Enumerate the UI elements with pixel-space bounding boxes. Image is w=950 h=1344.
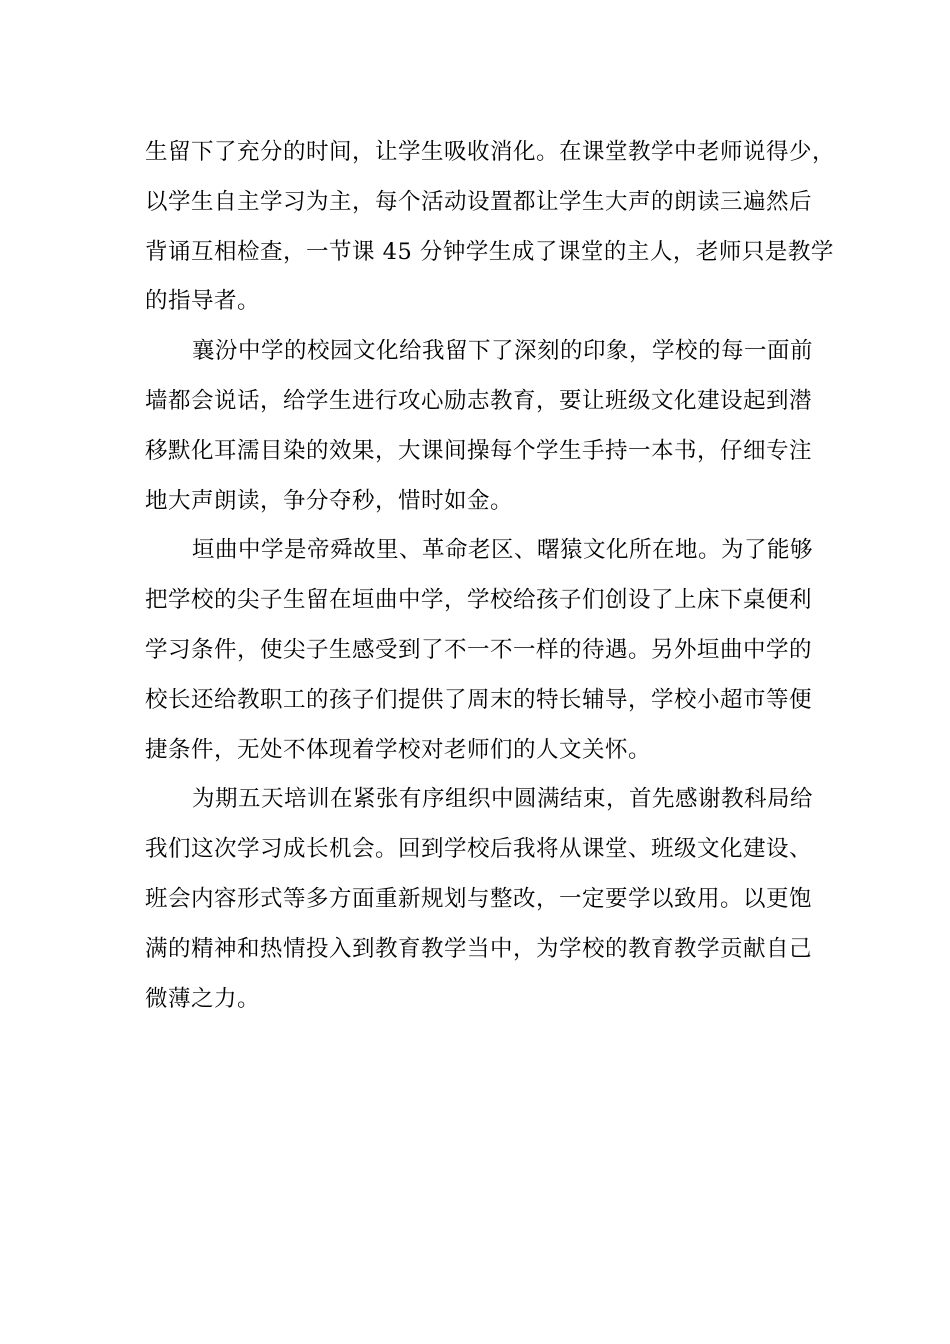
text-line: 移默化耳濡目染的效果，大课间操每个学生手持一本书，仔细专注 bbox=[145, 437, 813, 464]
text-line: 的指导者。 bbox=[145, 288, 261, 315]
text-line: 以学生自主学习为主，每个活动设置都让学生大声的朗读三遍然后 bbox=[145, 188, 813, 215]
paragraph-first-line: 襄汾中学的校园文化给我留下了深刻的印象，学校的每一面前 bbox=[192, 338, 814, 365]
text-line: 班会内容形式等多方面重新规划与整改，一定要学以致用。以更饱 bbox=[145, 885, 813, 912]
text-line: 地大声朗读，争分夺秒，惜时如金。 bbox=[145, 487, 514, 514]
paragraph-first-line: 垣曲中学是帝舜故里、革命老区、曙猿文化所在地。为了能够 bbox=[192, 537, 814, 564]
text-line: 微薄之力。 bbox=[145, 985, 261, 1012]
text-line: 生留下了充分的时间，让学生吸收消化。在课堂教学中老师说得少， bbox=[145, 139, 836, 165]
text-line: 学习条件，使尖子生感受到了不一不一样的待遇。另外垣曲中学的 bbox=[145, 636, 813, 663]
text-line: 捷条件，无处不体现着学校对老师们的人文关怀。 bbox=[145, 736, 652, 763]
text-line: 满的精神和热情投入到教育教学当中，为学校的教育教学贡献自己 bbox=[145, 935, 813, 962]
text-line: 背诵互相检查，一节课 45 分钟学生成了课堂的主人，老师只是教学 bbox=[145, 238, 834, 265]
text-line: 校长还给教职工的孩子们提供了周末的特长辅导，学校小超市等便 bbox=[145, 686, 813, 713]
text-line: 我们这次学习成长机会。回到学校后我将从课堂、班级文化建设、 bbox=[145, 836, 813, 863]
body-text bbox=[145, 128, 836, 1024]
text-line: 把学校的尖子生留在垣曲中学，学校给孩子们创设了上床下桌便利 bbox=[145, 587, 813, 614]
text-line: 墙都会说话，给学生进行攻心励志教育，要让班级文化建设起到潜 bbox=[145, 387, 813, 414]
paragraph-first-line: 为期五天培训在紧张有序组织中圆满结束，首先感谢教科局给 bbox=[192, 786, 814, 813]
